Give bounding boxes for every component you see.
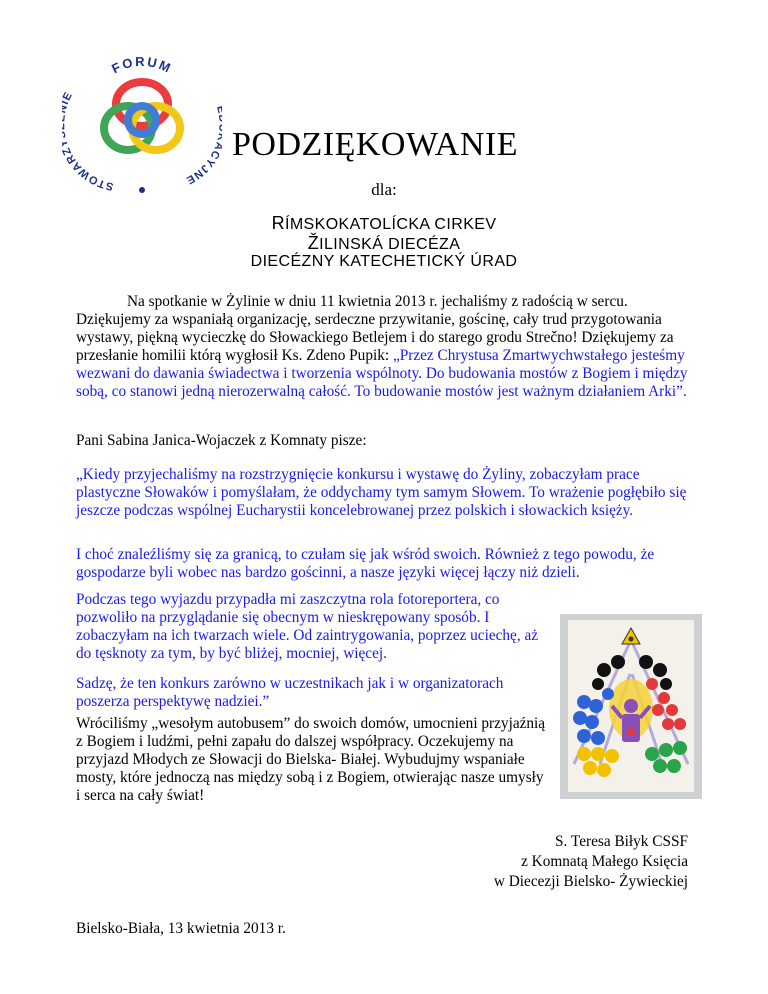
logo-text-top: FORUM — [109, 53, 175, 77]
intro-text: Na spotkanie w Żylinie w dniu 11 kwietnia 2013 r. jechaliśmy z radością w sercu. Dziękujemy za wspaniałą organizację, serdeczne przywitanie, gościnę, cały trud przygotowania wystawy, piękną wycieczkę do Słowackiego Betlejem i do starego grodu Strečno! Dziękujemy za przesłanie homilii którą wygłosił Ks. Zdeno Pupik: — [76, 293, 674, 364]
intro-paragraph — [76, 293, 696, 401]
recipient-line-3: DIECÉZNY KATECHETICKÝ ÚRAD — [250, 253, 518, 270]
signature-name: S. Teresa Biłyk CSSF — [555, 833, 688, 850]
closing-paragraph: Wróciliśmy „wesołym autobusem” do swoich domów, umocnieni przyjaźnią z Bogiem i ludźmi, pełni zapału do dalszej współpracy. Oczekujemy na przyjazd Młodych ze Słowacji do Bielska- Białej. Wybudujmy wspaniałe mosty, które jednoczą nas między sobą i z Bogiem, otwierając nasze umysły i serca na cały świat! — [76, 715, 546, 804]
signature-line-3: w Diecezji Bielsko- Żywieckiej — [493, 873, 688, 890]
recipient-line-1 — [0, 213, 768, 234]
page-title: PODZIĘKOWANIE — [232, 126, 519, 163]
logo-text-left: STOWAR E — [62, 89, 115, 193]
quote-paragraph-3: Podczas tego wyjazdu przypadła mi zaszczytna rola fotoreportera, co pozwoliło na przyglądanie się obecnym w nieskrępowany sposób. I zobaczyłam na ich twarzach wiele. Od zaintrygowania, poprzez uciechę, aż do tęsknoty za tym, by być bliżej, mocniej, więcej. — [76, 591, 539, 662]
svg-text:FORUM — [109, 54, 174, 76]
recipient-line-2-rest: ILINSKÁ DIECÉZA — [319, 236, 461, 253]
logo-text-right: CYJNE — [183, 148, 222, 187]
svg-text:EDUKACYJNE — [184, 104, 222, 186]
organization-logo — [62, 38, 222, 198]
recipient-line-2 — [0, 233, 768, 254]
for-label: dla: — [371, 180, 397, 199]
quote-paragraph-2: I choć znaleźliśmy się za granicą, to czułam się jak wśród swoich. Również z tego powodu, że gospodarze byli wobec nas bardzo gościnni, a nasze języki więcej łączy niż dzieli. — [76, 546, 655, 581]
recipient-line-2-initial: Ž — [307, 233, 320, 253]
signature-block — [494, 832, 688, 892]
signature-line-2: z Komnatą Małego Księcia — [521, 853, 688, 870]
homily-quote: „Przez Chrystusa Zmartwychwstałego jesteśmy wezwani do dawania świadectwa i tworzenia wspólnoty. Do budowania mostów z Bogiem i między sobą, co stanowi jedną nierozerwalną całość. To budowanie mostów jest ważnym działaniem Arki”. — [76, 347, 688, 400]
quote-paragraph-1: „Kiedy przyjechaliśmy na rozstrzygnięcie konkursu i wystawę do Żyliny, zobaczyłam prace plastyczne Słowaków i pomyślałam, że oddychamy tym samym Słowem. To wrażenie pogłębiło się jeszcze podczas wspólnej Eucharystii koncelebrowanej przez polskich i słowackich księży. — [76, 466, 687, 519]
place-and-date: Bielsko-Biała, 13 kwietnia 2013 r. — [76, 920, 286, 937]
recipient-line-1-rest: ÍMSKOKATOLÍCKA CIRKEV — [284, 216, 497, 233]
quote-paragraph-4: Sadzę, że ten konkurs zarówno w uczestnikach jak i w organizatorach poszerza perspektywę nadziei.” — [76, 675, 504, 710]
recipient-line-1-initial: R — [271, 213, 285, 233]
artwork-photo — [560, 614, 702, 799]
quote-attribution: Pani Sabina Janica-Wojaczek z Komnaty pisze: — [76, 432, 367, 449]
